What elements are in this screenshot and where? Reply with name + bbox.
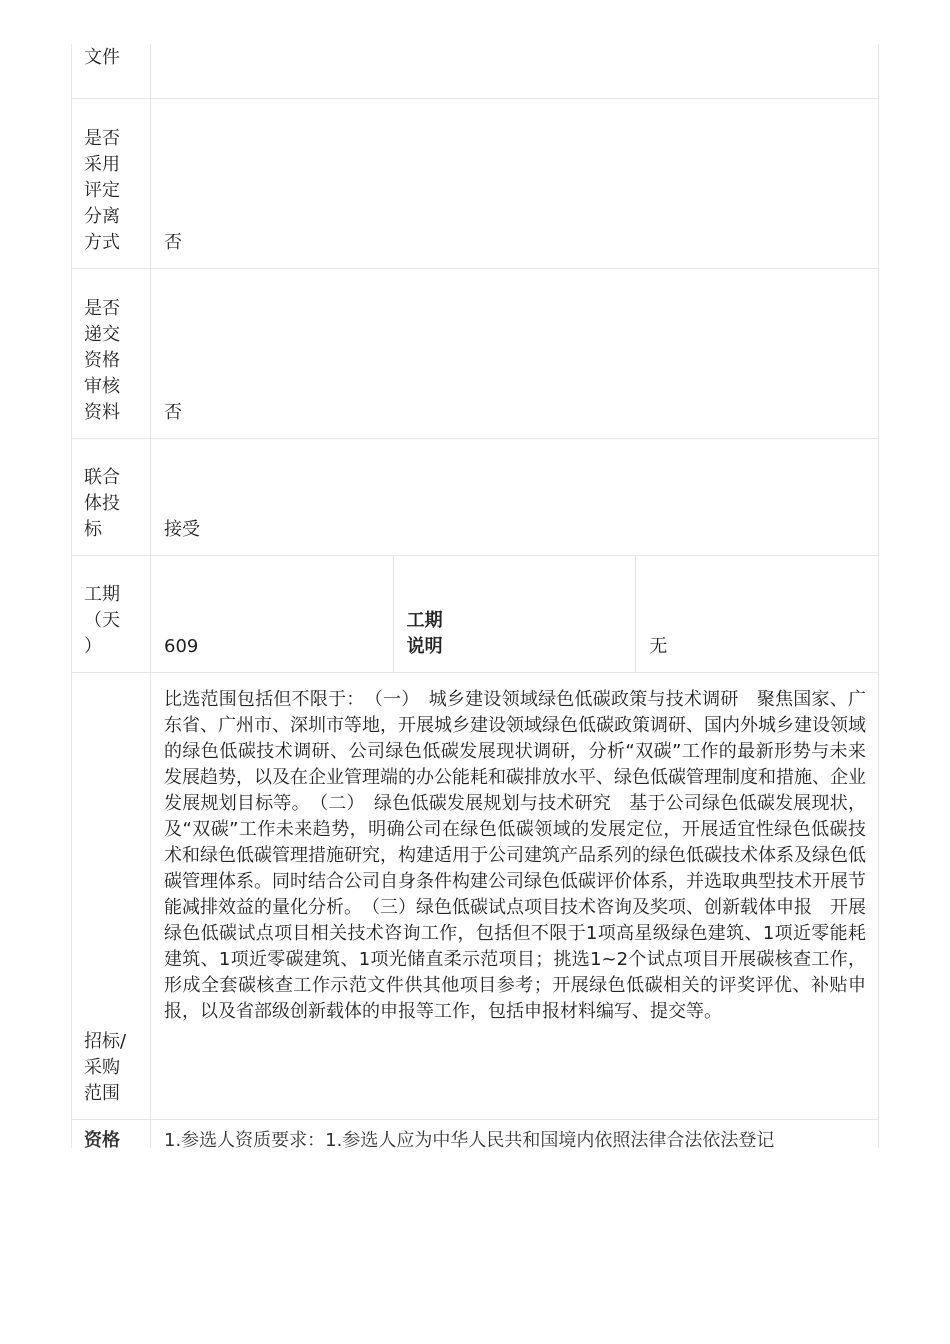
row-label: 是否 采用 评定 分离 方式 [72,99,151,269]
duration-note-value: 无 [636,556,879,673]
row-label: 联合 体投 标 [72,439,151,556]
row-label: 招标/ 采购 范围 [72,673,151,1120]
row-label: 工期 （天 ） [72,556,151,673]
row-qualification-cut [72,1120,879,1149]
row-value: 否 [151,99,879,269]
row-separation-method [72,99,879,269]
duration-note-label: 工期 说明 [393,556,636,673]
scope-text: 比选范围包括但不限于： （一） 城乡建设领域绿色低碳政策与技术调研 聚焦国家、广东省、广州市、深圳市等地，开展城乡建设领域绿色低碳政策调研、国内外城乡建设领域的绿色低碳技术调研、公司绿色低碳发展现状调研，分析“双碳”工作的最新形势与未来发展趋势，以及在企业管理端的办公能耗和碳排放水平、绿色低碳管理制度和措施、企业发展规划目标等。 （二） 绿色低碳发展规划与技术研究 基于公司绿色低碳发展现状，及“双碳”工作未来趋势，明确公司在绿色低碳领域的发展定位，开展适宜性绿色低碳技术和绿色低碳管理措施研究，构建适用于公司建筑产品系列的绿色低碳技术体系及绿色低碳管理体系。同时结合公司自身条件构建公司绿色低碳评价体系，并选取典型技术开展节能减排效益的量化分析。 （三）绿色低碳试点项目技术咨询及奖项、创新载体申报 开展绿色低碳试点项目相关技术咨询工作，包括但不限于1项高星级绿色建筑、1项近零能耗建筑、1项近零碳建筑、1项光储直柔示范项目；挑选1~2个试点项目开展碳核查工作，形成全套碳核查工作示范文件供其他项目参考；开展绿色低碳相关的评奖评优、补贴申报，以及省部级创新载体的申报等工作，包括申报材料编写、提交等。 [151,673,879,1120]
row-value [151,44,879,99]
row-qualification-docs [72,269,879,439]
tender-info-table [71,44,879,1151]
duration-value: 609 [151,556,394,673]
row-file [72,44,879,99]
row-scope [72,673,879,1120]
row-value: 接受 [151,439,879,556]
row-consortium-bid [72,439,879,556]
row-duration [72,556,879,673]
row-value: 1.参选人资质要求：1.参选人应为中华人民共和国境内依照法律合法依法登记 [151,1120,879,1149]
row-label: 资格 [72,1120,151,1149]
row-label: 文件 [72,44,151,99]
row-label: 是否 递交 资格 审核 资料 [72,269,151,439]
row-value: 否 [151,269,879,439]
